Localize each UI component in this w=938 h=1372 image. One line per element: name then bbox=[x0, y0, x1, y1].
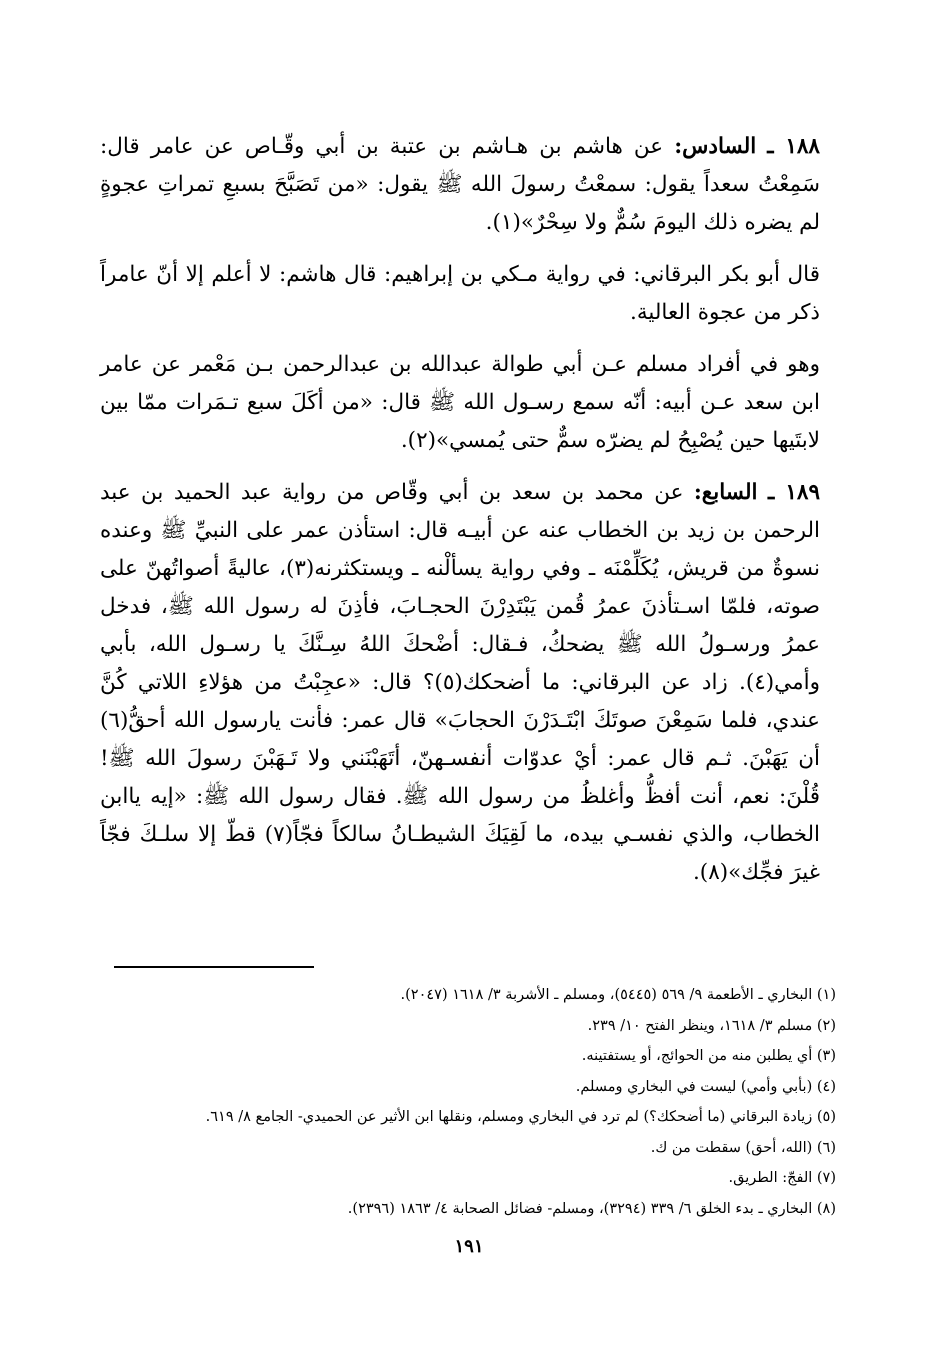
commentary-paragraph bbox=[100, 346, 820, 460]
paragraph-text: عن هاشم بن هـاشم بن عتبة بن أبي وقّـاص عن عامر قال: سَمِعْتُ سعداً يقول: سمعْتُ رسولَ الله ﷺ يقول: «من تَصَبَّحَ بسبعِ تمراتِ عجوةٍ لم يضره ذلك اليومَ سُمٌّ ولا سِحْرٌ»(١). bbox=[100, 134, 820, 235]
main-text bbox=[100, 128, 820, 906]
paragraph-text: عن محمد بن سعد بن أبي وقّاص من رواية عبد الحميد بن عبد الرحمن بن زيد بن الخطاب عنه عن أبيـه قال: استأذن عمر على النبيِّ ﷺ وعنده نسوةٌ من قريش، يُكَلِّمْنَه ـ وفي رواية يسألْنه ـ ويستكثرنه(٣)، عاليةً أصواتُهنّ على صوته، فلمّا اسـتأذنَ عمرُ قُمن يَبْتَدِرْنَ الحجـابَ، فأذِنَ له رسول الله ﷺ، فدخل عمرُ ورسـولُ الله ﷺ يضحكُ، فـقال: أضْحكَ اللهُ سِـنَّكَ يا رسـول الله، بأبي وأمي(٤). زاد عن البرقاني: ما أضحكك(٥)؟ قال: «عجِبْتُ من هؤلاءِ اللاتي كُنَّ عندي، فلما سَمِعْنَ صوتَكَ ابْتَـدَرْنَ الحجابَ» قال عمر: فأنت يارسول الله أحقُّ(٦) أن يَهَبْنَ. ثـم قال عمر: أيْ عدوّات أنفسـهنّ، أتَهَبْنَني ولا تَـهَبْنَ رسولَ الله ﷺ! قُلْنَ: نعم، أنت أفظُّ وأغلظُ من رسول الله ﷺ. فقال رسول الله ﷺ: «إيه ياابن الخطاب، والذي نفسـي بيده، ما لَقِيَكَ الشيطـانُ سالكاً فجّاً(٧) قطّ إلا سلـكَ فجّاً غيرَ فجِّك»(٨). bbox=[100, 480, 821, 885]
footnote-4: (٤) (بأبي وأمي) ليست في البخاري ومسلم. bbox=[575, 1078, 836, 1095]
paragraph-text: قال أبو بكر البرقاني: في رواية مـكي بن إبراهيم: قال هاشم: لا أعلم إلا أنّ عامراً ذكر من عجوة العالية. bbox=[100, 262, 820, 325]
section-heading: السابع: bbox=[693, 480, 758, 505]
footnote-1: (١) البخاري ـ الأطعمة ٩/ ٥٦٩ (٥٤٤٥)، ومسلم ـ الأشربة ٣/ ١٦١٨ (٢٠٤٧). bbox=[400, 987, 836, 1003]
hadith-number: ١٨٨ ـ bbox=[767, 134, 820, 159]
page-number: ١٩١ bbox=[454, 1236, 484, 1257]
footnote-3: (٣) أي يطلبن منه من الحوائج، أو يستفتينه. bbox=[581, 1048, 836, 1064]
footnote-8: (٨) البخاري ـ بدء الخلق ٦/ ٣٣٩ (٣٢٩٤)، ومسلم- فضائل الصحابة ٤/ ١٨٦٣ (٢٣٩٦). bbox=[347, 1200, 836, 1217]
footnote-7: (٧) الفجّ: الطريق. bbox=[728, 1170, 836, 1186]
footnote-5: (٥) زيادة البرقاني (ما أضحكك؟) لم ترد في البخاري ومسلم، ونقلها ابن الأثير عن الحميدي- الجامع ٨/ ٦١٩. bbox=[205, 1109, 836, 1125]
footnote-6: (٦) (الله، أحق) سقطت من ك. bbox=[650, 1139, 836, 1156]
section-heading: السادس: bbox=[674, 134, 757, 159]
footnotes bbox=[96, 980, 836, 1224]
paragraph-text: وهو في أفراد مسلم عـن أبي طوالة عبدالله بن عبدالرحمن بـن مَعْمر عن عامر ابن سعد عـن أبيه: أنّه سمع رسـول الله ﷺ قال: «من أكَلَ سبع تـمَرات ممّا بين لابتَيها حين يُصْبِحُ لم يضرّه سمٌّ حتى يُمسي»(٢). bbox=[100, 352, 820, 453]
commentary-paragraph bbox=[100, 256, 820, 332]
footnote-2: (٢) مسلم ٣/ ١٦١٨، وينظر الفتح ١٠/ ٢٣٩. bbox=[587, 1017, 836, 1034]
hadith-189 bbox=[100, 474, 820, 892]
footnote-divider bbox=[114, 966, 314, 968]
hadith-188 bbox=[100, 128, 820, 242]
hadith-number: ١٨٩ ـ bbox=[767, 480, 820, 505]
